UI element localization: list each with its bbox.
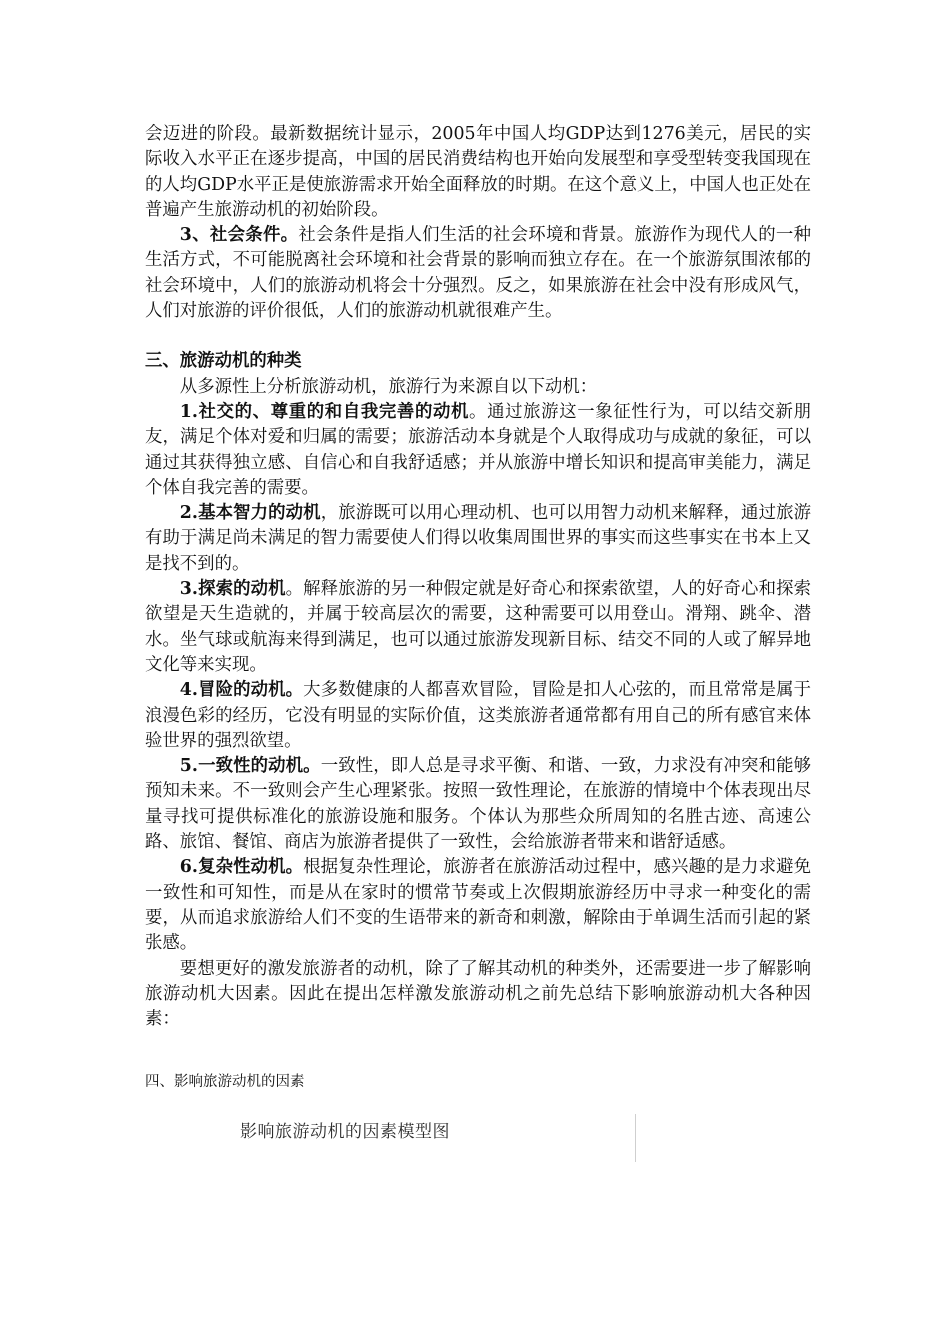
motive-1-text: 。通过旅游这一象征性行为，可以结交新朋友，满足个体对爱和归属的需要；旅游活动本身就是个人取得成功与成就的象征，可以通过其获得独立感、自信心和自我舒适感；并从旅游中增长知识和提高审美能力，满足个体自我完善的需要。 bbox=[145, 401, 811, 498]
section-heading-influencing-factors: 四、影响旅游动机的因素 bbox=[145, 1074, 305, 1090]
section-heading-motivation-types: 三、旅游动机的种类 bbox=[145, 351, 302, 372]
motive-6-text: 根据复杂性理论，旅游者在旅游活动过程中，感兴趣的是力求避免一致性和可知性，而是从在家时的惯常节奏或上次假期旅游经历中寻求一种变化的需要，从而追求旅游给人们不变的生语带来的新奇和刺激，解除由于单调生活而引起的紧张感。 bbox=[145, 857, 811, 954]
social-conditions-label: 3、社会条件。 bbox=[179, 225, 299, 246]
paragraph-economic-continued: 会迈进的阶段。最新数据统计显示，2005年中国人均GDP达到1276美元，居民的实际收入水平正在逐步提高，中国的居民消费结构也开始向发展型和享受型转变我国现在的人均GDP水平正是使旅游需求开始全面释放的时期。在这个意义上，中国人也正处在普遍产生旅游动机的初始阶段。 bbox=[145, 124, 811, 220]
figure-title: 影响旅游动机的因素模型图 bbox=[240, 1122, 450, 1142]
paragraph-motive-5 bbox=[145, 754, 811, 855]
motive-2-text: ，旅游既可以用心理动机、也可以用智力动机来解释，通过旅游有助于满足尚未满足的智力需要使人们得以收集周围世界的事实而这些事实在书本上又是找不到的。 bbox=[145, 503, 811, 574]
paragraph-social-conditions bbox=[145, 223, 811, 324]
motive-3-label: 3.探索的动机 bbox=[179, 579, 286, 600]
paragraph-intro: 从多源性上分析旅游动机，旅游行为来源自以下动机： bbox=[179, 376, 598, 397]
paragraph-motive-2 bbox=[145, 501, 811, 577]
figure-divider bbox=[635, 1114, 636, 1162]
motive-4-text: 大多数健康的人都喜欢冒险，冒险是扣人心弦的，而且常常是属于浪漫色彩的经历，它没有明显的实际价值，这类旅游者通常都有用自己的所有感官来体验世界的强烈欲望。 bbox=[145, 680, 811, 751]
social-conditions-text: 社会条件是指人们生活的社会环境和背景。旅游作为现代人的一种生活方式，不可能脱离社会环境和社会背景的影响而独立存在。在一个旅游氛围浓郁的社会环境中，人们的旅游动机将会十分强烈。反之，如果旅游在社会中没有形成风气，人们对旅游的评价很低，人们的旅游动机就很难产生。 bbox=[145, 225, 811, 322]
paragraph-motive-3 bbox=[145, 577, 811, 678]
paragraph-motive-6 bbox=[145, 855, 811, 956]
paragraph-motive-4 bbox=[145, 678, 811, 754]
motive-3-text: 。解释旅游的另一种假定就是好奇心和探索欲望，人的好奇心和探索欲望是天生造就的，并属于较高层次的需要，这种需要可以用登山。滑翔、跳伞、潜水。坐气球或航海来得到满足，也可以通过旅游发现新目标、结交不同的人或了解异地文化等来实现。 bbox=[145, 579, 811, 675]
document-body bbox=[145, 122, 811, 1032]
paragraph-motive-1 bbox=[145, 400, 811, 501]
motive-4-label: 4.冒险的动机。 bbox=[179, 680, 304, 701]
motive-1-label: 1.社交的、尊重的和自我完善的动机 bbox=[179, 401, 470, 422]
motive-2-label: 2.基本智力的动机 bbox=[179, 503, 321, 524]
motive-6-label: 6.复杂性动机。 bbox=[179, 857, 304, 878]
paragraph-closing: 要想更好的激发旅游者的动机，除了了解其动机的种类外，还需要进一步了解影响旅游动机大因素。因此在提出怎样激发旅游动机之前先总结下影响旅游动机大各种因素： bbox=[145, 958, 811, 1030]
motive-5-label: 5.一致性的动机。 bbox=[179, 756, 321, 777]
motive-5-text: 一致性，即人总是寻求平衡、和谐、一致，力求没有冲突和能够预知未来。不一致则会产生心理紧张。按照一致性理论，在旅游的情境中个体表现出尽量寻找可提供标准化的旅游设施和服务。个体认为那些众所周知的名胜古迹、高速公路、旅馆、餐馆、商店为旅游者提供了一致性，会给旅游者带来和谐舒适感。 bbox=[145, 756, 811, 853]
